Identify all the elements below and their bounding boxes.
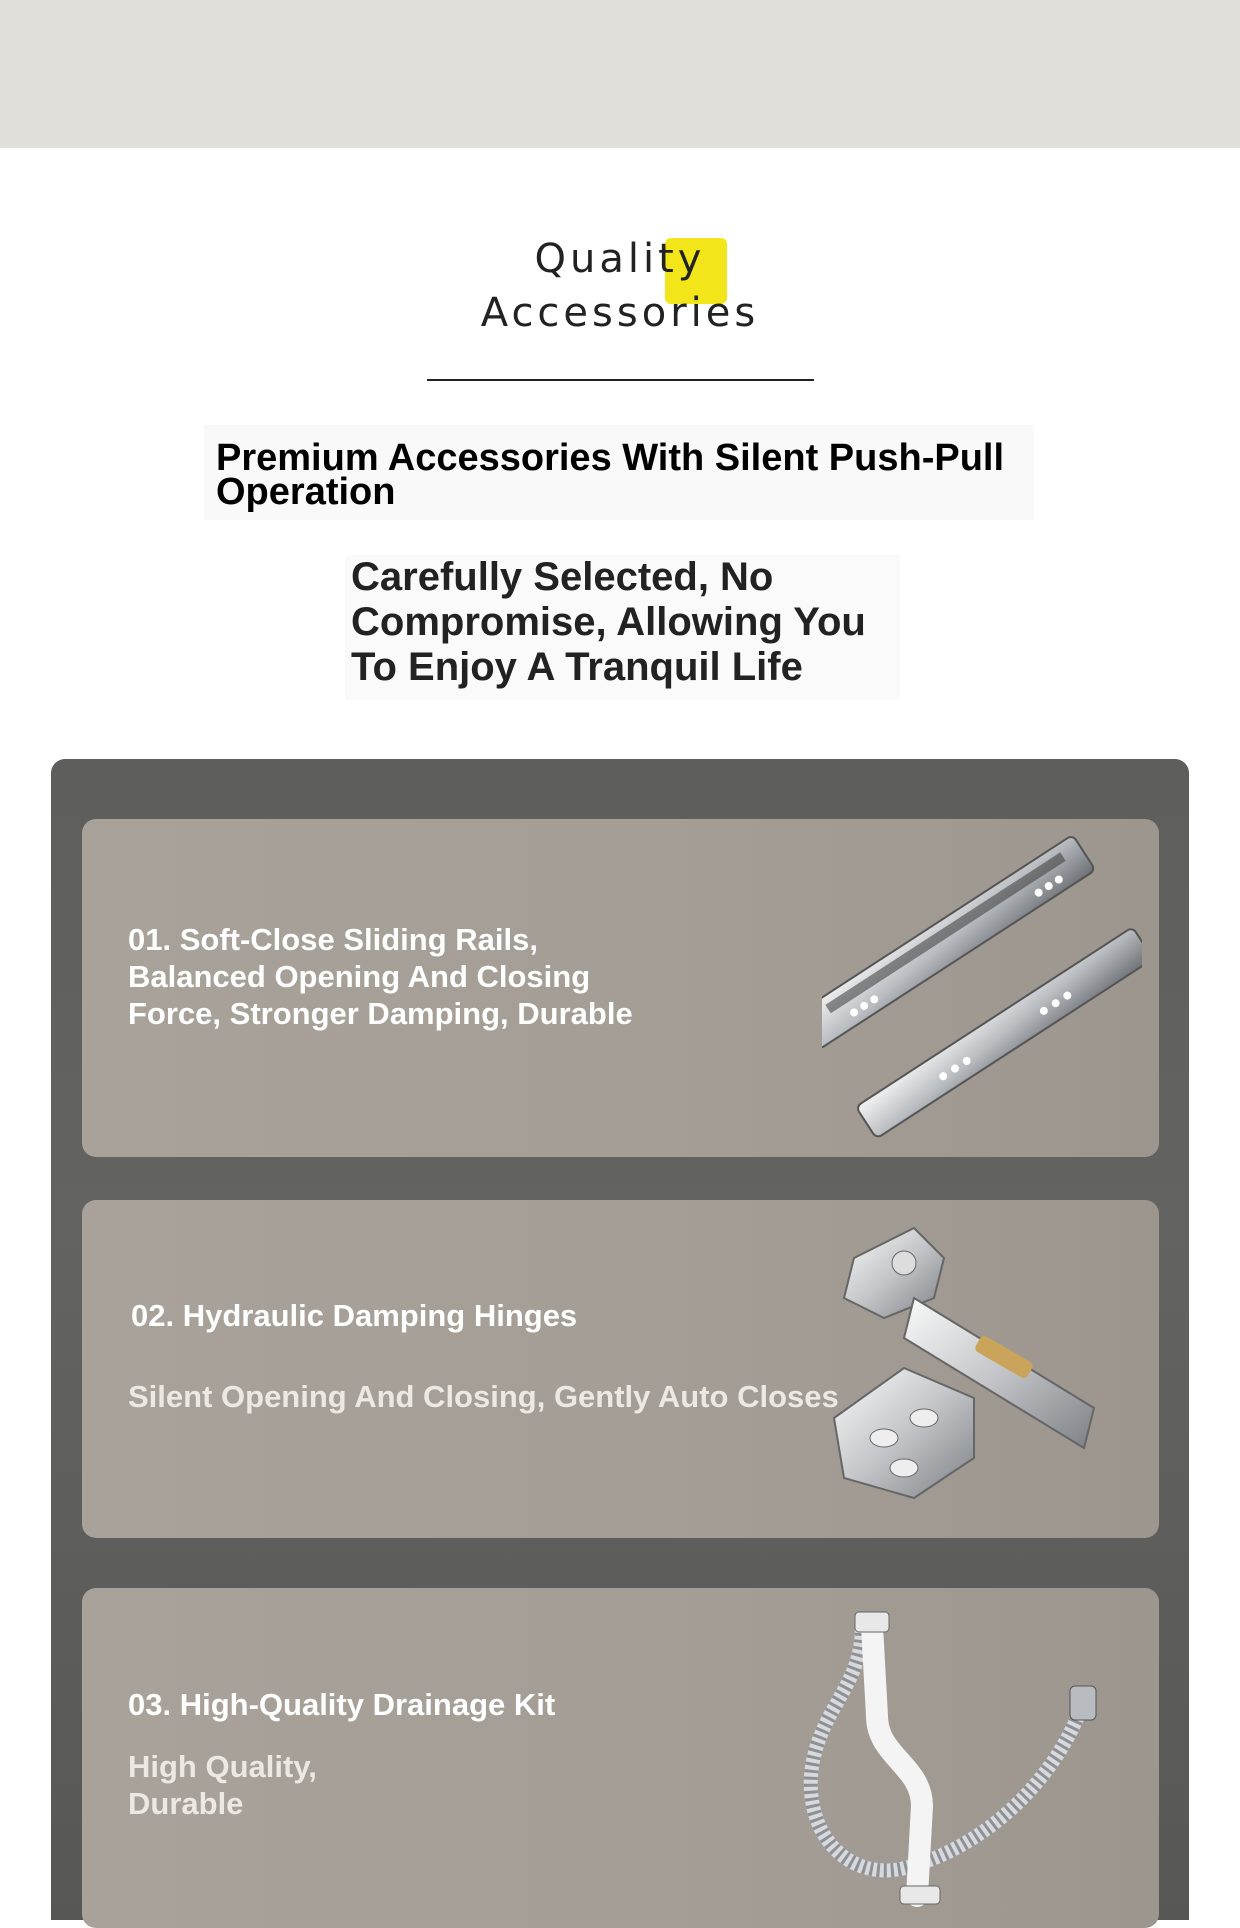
section-title [0,232,1240,340]
subheadline-box [345,555,900,700]
title-line-1: Quality [534,236,706,282]
headline-box [204,425,1034,520]
feature-subtitle: Silent Opening And Closing, Gently Auto Closes [128,1379,839,1414]
feature-card-drainage [82,1588,1159,1928]
hinge-icon [794,1218,1124,1528]
feature-subtitle: High Quality, Durable [128,1749,317,1821]
headline-text: Premium Accessories With Silent Push-Pull Operation [216,437,1005,513]
drainage-kit-icon [752,1606,1112,1916]
feature-card-rails [82,819,1159,1157]
sliding-rails-icon [822,829,1142,1149]
feature-card-hinges [82,1200,1159,1538]
subheadline-text: Carefully Selected, No Compromise, Allowing You To Enjoy A Tranquil Life [351,555,866,689]
top-banner [0,0,1240,148]
title-line-2: Accessories [480,290,760,336]
feature-title: 02. Hydraulic Damping Hinges [131,1298,578,1333]
feature-title: 03. High-Quality Drainage Kit [128,1687,556,1722]
title-divider [427,379,814,381]
feature-title: 01. Soft-Close Sliding Rails, Balanced Opening And Closing Force, Stronger Damping, Durable [128,922,633,1031]
